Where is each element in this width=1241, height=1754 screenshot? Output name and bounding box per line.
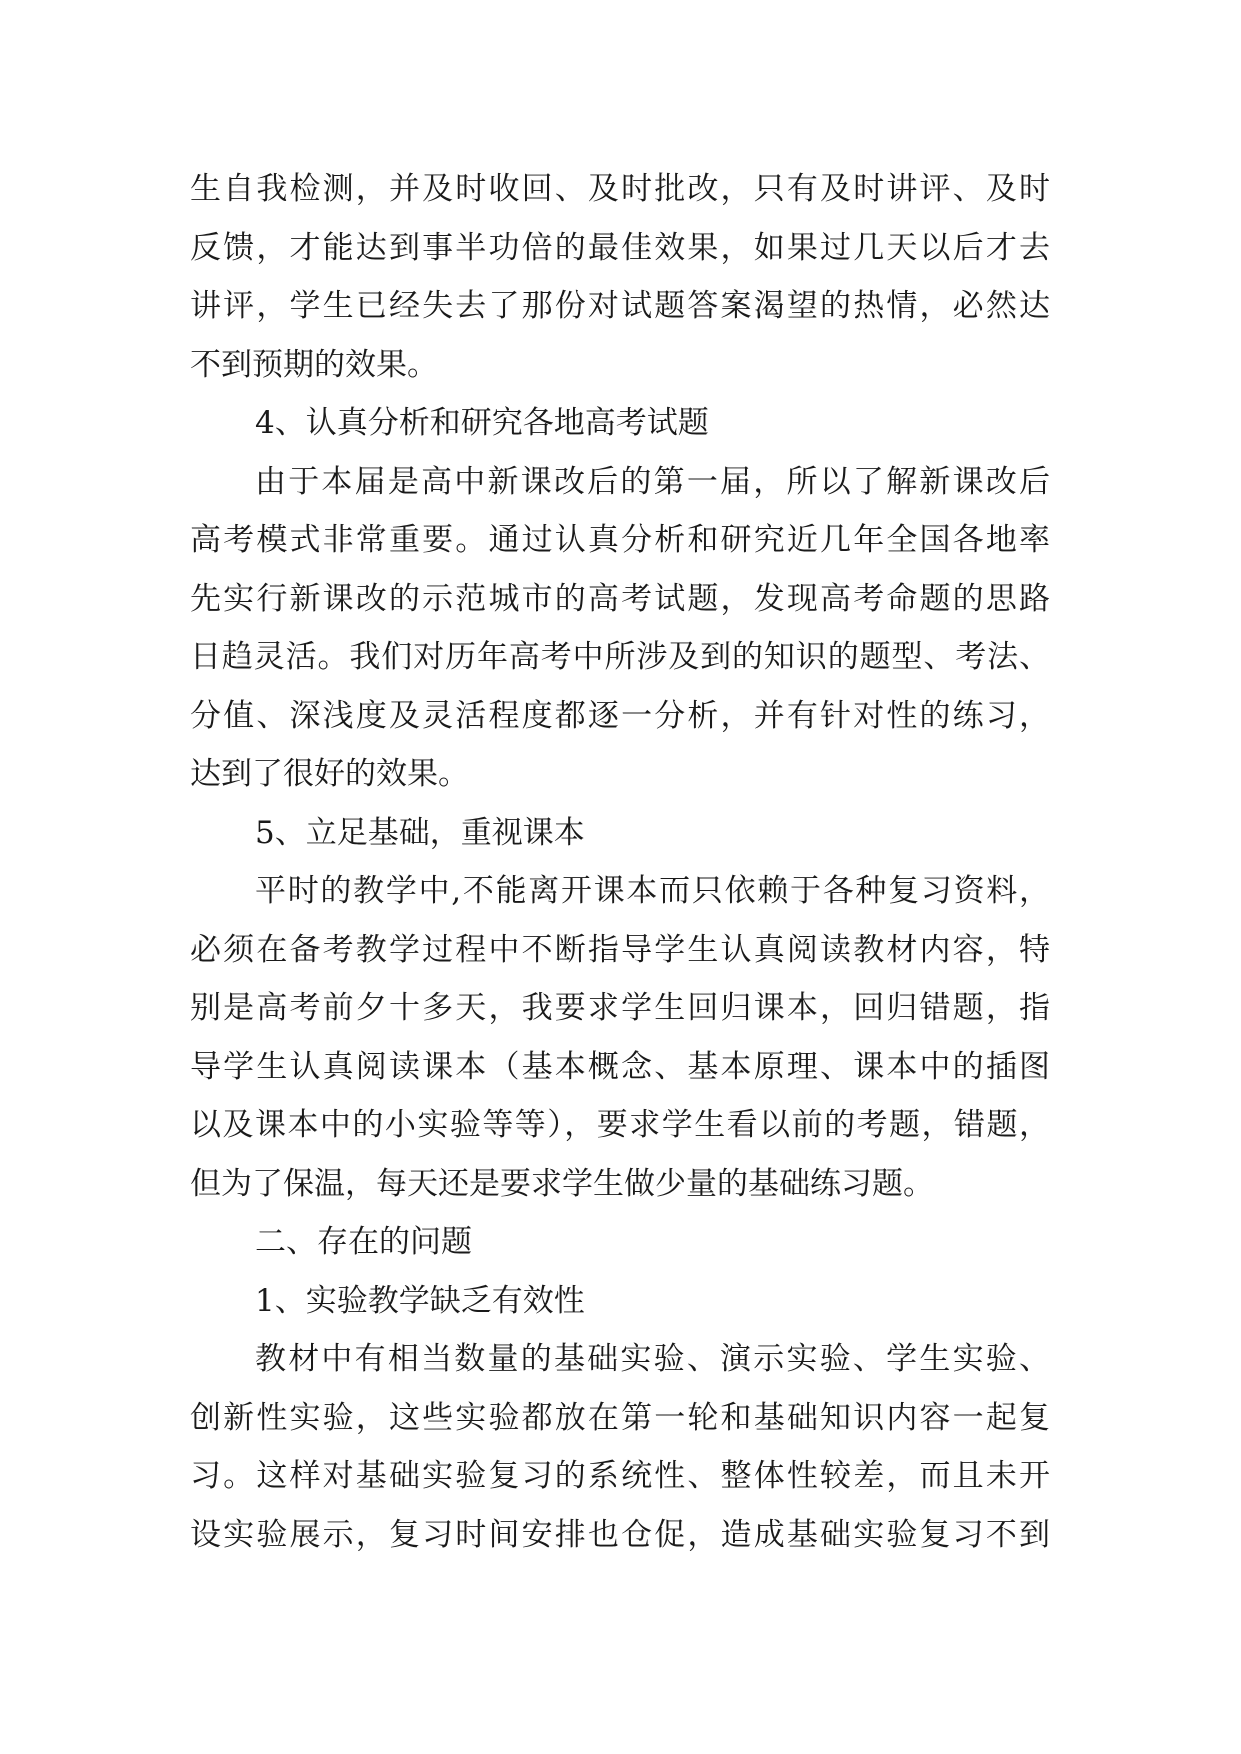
text-line: 5、立足基础，重视课本 [255,814,585,851]
text-line: 不到预期的效果。 [190,346,438,383]
text-line: 创新性实验，这些实验都放在第一轮和基础知识内容一起复 [190,1399,1050,1436]
text-line: 反馈，才能达到事半功倍的最佳效果，如果过几天以后才去 [190,229,1050,266]
text-line: 但为了保温，每天还是要求学生做少量的基础练习题。 [190,1165,934,1202]
text-line: 日趋灵活。我们对历年高考中所涉及到的知识的题型、考法、 [190,639,1050,675]
text-line: 教材中有相当数量的基础实验、演示实验、学生实验、 [255,1341,1050,1377]
text-line: 1、实验教学缺乏有效性 [255,1282,585,1319]
text-line: 生自我检测，并及时收回、及时批改，只有及时讲评、及时 [190,171,1050,207]
text-line: 平时的教学中,不能离开课本而只依赖于各种复习资料， [255,873,1050,909]
text-line: 先实行新课改的示范城市的高考试题，发现高考命题的思路 [190,580,1050,617]
text-line: 别是高考前夕十多天，我要求学生回归课本，回归错题，指 [190,990,1050,1026]
text-line: 以及课本中的小实验等等），要求学生看以前的考题，错题， [190,1107,1050,1143]
text-line: 讲评，学生已经失去了那份对试题答案渴望的热情，必然达 [190,288,1050,324]
text-line: 必须在备考教学过程中不断指导学生认真阅读教材内容，特 [190,931,1050,968]
text-line: 习。这样对基础实验复习的系统性、整体性较差，而且未开 [190,1458,1050,1494]
text-line: 4、认真分析和研究各地高考试题 [255,405,709,441]
text-line: 分值、深浅度及灵活程度都逐一分析，并有针对性的练习， [190,697,1050,734]
text-line: 导学生认真阅读课本（基本概念、基本原理、课本中的插图 [190,1048,1050,1085]
text-line: 由于本届是高中新课改后的第一届，所以了解新课改后 [255,463,1050,500]
text-line: 设实验展示，复习时间安排也仓促，造成基础实验复习不到 [190,1516,1050,1553]
document-body [190,160,1050,1564]
text-line: 高考模式非常重要。通过认真分析和研究近几年全国各地率 [190,522,1050,558]
text-line: 达到了很好的效果。 [190,756,469,792]
text-line: 二、存在的问题 [255,1224,472,1260]
